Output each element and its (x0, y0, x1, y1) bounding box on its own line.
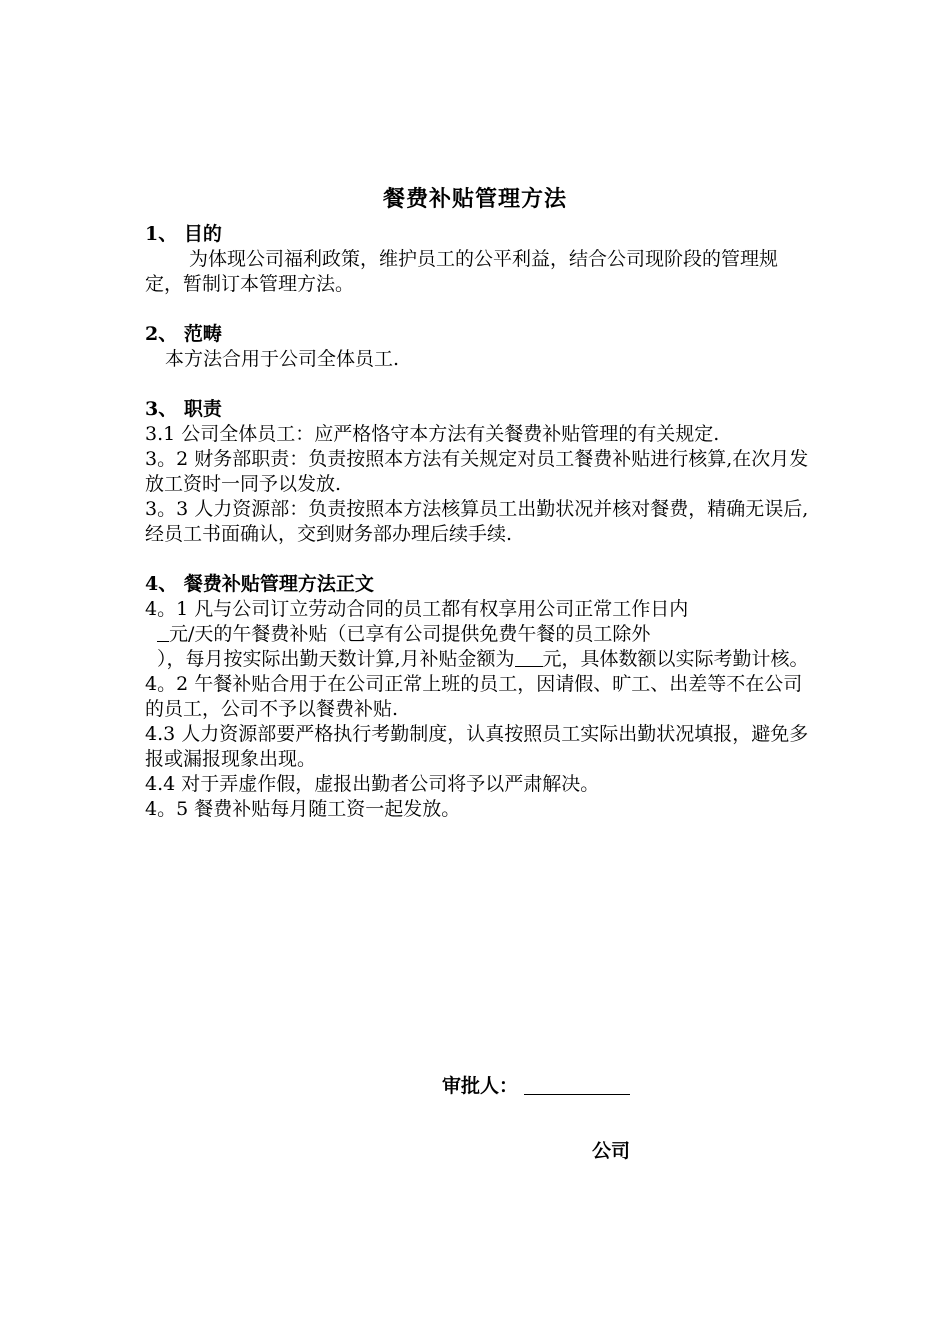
amount-per-day-blank (157, 623, 169, 642)
section-4-item-3: 4.3 人力资源部要严格执行考勤制度，认真按照员工实际出勤状况填报，避免多报或漏报现象出现。 (145, 723, 809, 770)
document-title: 餐费补贴管理方法 (382, 186, 567, 212)
section-2-text: 本方法合用于公司全体员工. (165, 348, 400, 370)
section-4-item-1-part-c: ），每月按实际出勤天数计算,月补贴金额为 (157, 648, 515, 670)
company-label: 公司 (592, 1140, 631, 1162)
section-4-item-4: 4.4 对于弄虚作假，虚报出勤者公司将予以严肃解决。 (145, 773, 600, 795)
section-4-item-1-part-d: 元，具体数额以实际考勤计核。 (542, 648, 809, 670)
section-1-heading: 1、 目的 (145, 223, 222, 245)
monthly-amount-blank (515, 648, 543, 667)
section-4-item-5: 4。5 餐费补贴每月随工资一起发放。 (145, 798, 461, 820)
section-4-item-2: 4。2 午餐补贴合用于在公司正常上班的员工，因请假、旷工、出差等不在公司的员工，公司不予以餐费补贴. (145, 673, 803, 720)
section-3-item-1: 3.1 公司全体员工：应严格恪守本方法有关餐费补贴管理的有关规定. (145, 423, 720, 445)
section-4-item-1-part-b: 元/天的午餐费补贴（已享有公司提供免费午餐的员工除外 (169, 623, 651, 645)
approver-signature (442, 1073, 630, 1099)
section-3-heading: 3、 职责 (145, 398, 222, 420)
section-1-text: 为体现公司福利政策，维护员工的公平利益，结合公司现阶段的管理规定，暂制订本管理方法。 (145, 248, 779, 295)
document-body (145, 222, 810, 822)
section-4-item-1 (145, 597, 810, 672)
section-4-item-1-part-a: 4。1 凡与公司订立劳动合同的员工都有权享用公司正常工作日内 (145, 598, 689, 620)
section-4-heading: 4、 餐费补贴管理方法正文 (145, 573, 374, 595)
section-2-heading: 2、 范畴 (145, 323, 222, 345)
approver-signature-line (524, 1076, 630, 1095)
approver-label: 审批人： (442, 1075, 519, 1097)
section-3-item-2: 3。2 财务部职责：负责按照本方法有关规定对员工餐费补贴进行核算,在次月发放工资时一同予以发放. (145, 448, 809, 495)
section-3-item-3: 3。3 人力资源部：负责按照本方法核算员工出勤状况并核对餐费，精确无误后,经员工书面确认，交到财务部办理后续手续. (145, 498, 809, 545)
